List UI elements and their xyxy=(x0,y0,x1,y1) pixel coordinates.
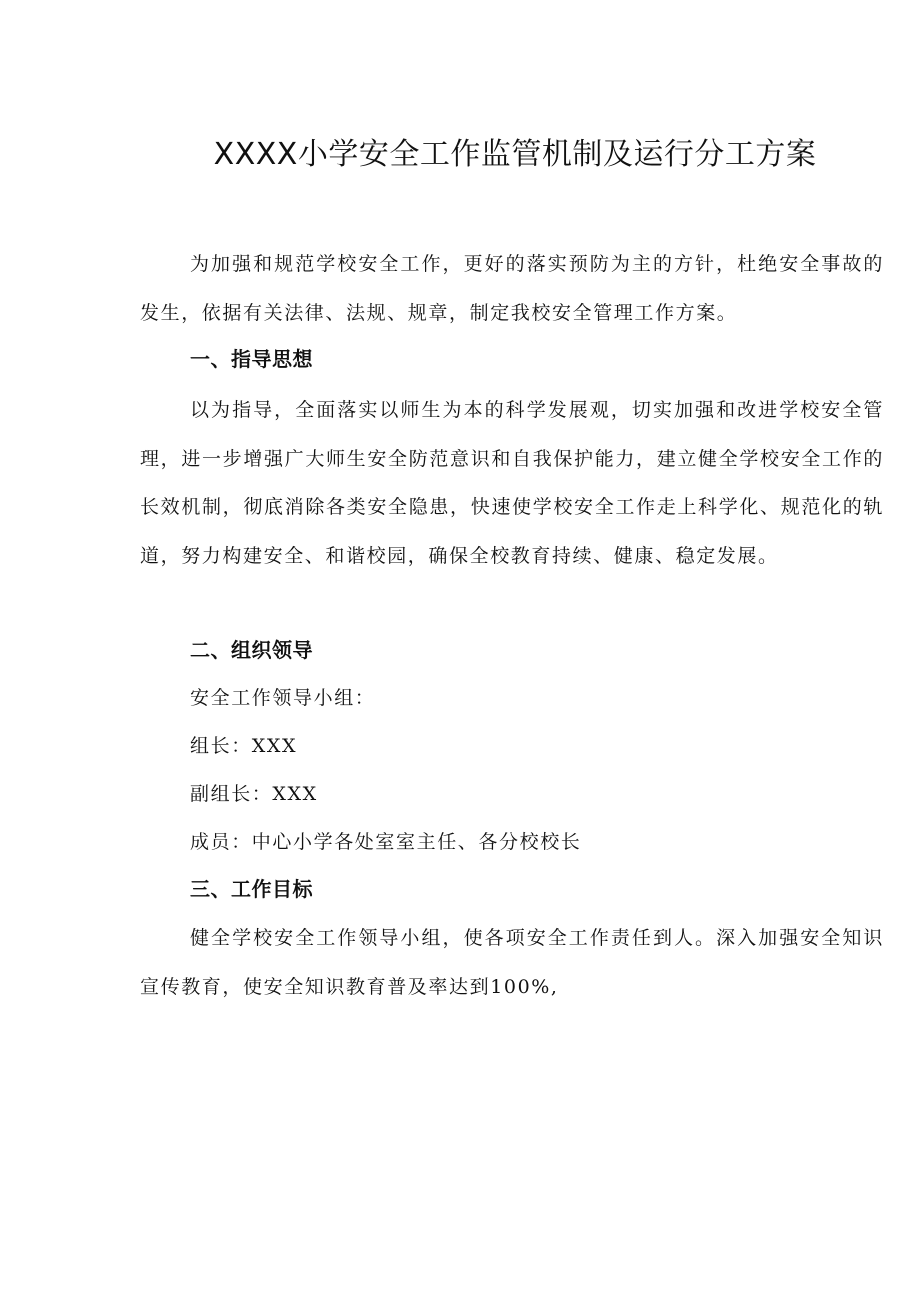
section-heading-guiding-ideology: 一、指导思想 xyxy=(190,347,313,371)
intro-paragraph: 为加强和规范学校安全工作，更好的落实预防为主的方针，杜绝安全事故的发生，依据有关法律、法规、规章，制定我校安全管理工作方案。 xyxy=(140,253,884,324)
section-body-work-goals: 健全学校安全工作领导小组，使各项安全工作责任到人。深入加强安全知识宣传教育，使安全知识教育普及率达到100%, xyxy=(140,927,884,998)
section-body-guiding-ideology: 以为指导，全面落实以师生为本的科学发展观，切实加强和改进学校安全管理，进一步增强广大师生安全防范意识和自我保护能力，建立健全学校安全工作的长效机制，彻底消除各类安全隐患，快速使学校安全工作走上科学化、规范化的轨道，努力构建安全、和谐校园，确保全校教育持续、健康、稳定发展。 xyxy=(140,399,884,567)
group-leader-line: 组长：XXX xyxy=(190,735,298,757)
title-area xyxy=(0,0,920,200)
section-heading-organization: 二、组织领导 xyxy=(190,638,313,662)
document-title: XXXX小学安全工作监管机制及运行分工方案 xyxy=(213,137,817,172)
members-line: 成员：中心小学各处室室主任、各分校校长 xyxy=(190,831,582,853)
section-heading-work-goals: 三、工作目标 xyxy=(190,877,313,901)
leadership-group-label: 安全工作领导小组： xyxy=(190,687,376,709)
deputy-leader-line: 副组长：XXX xyxy=(190,783,318,805)
